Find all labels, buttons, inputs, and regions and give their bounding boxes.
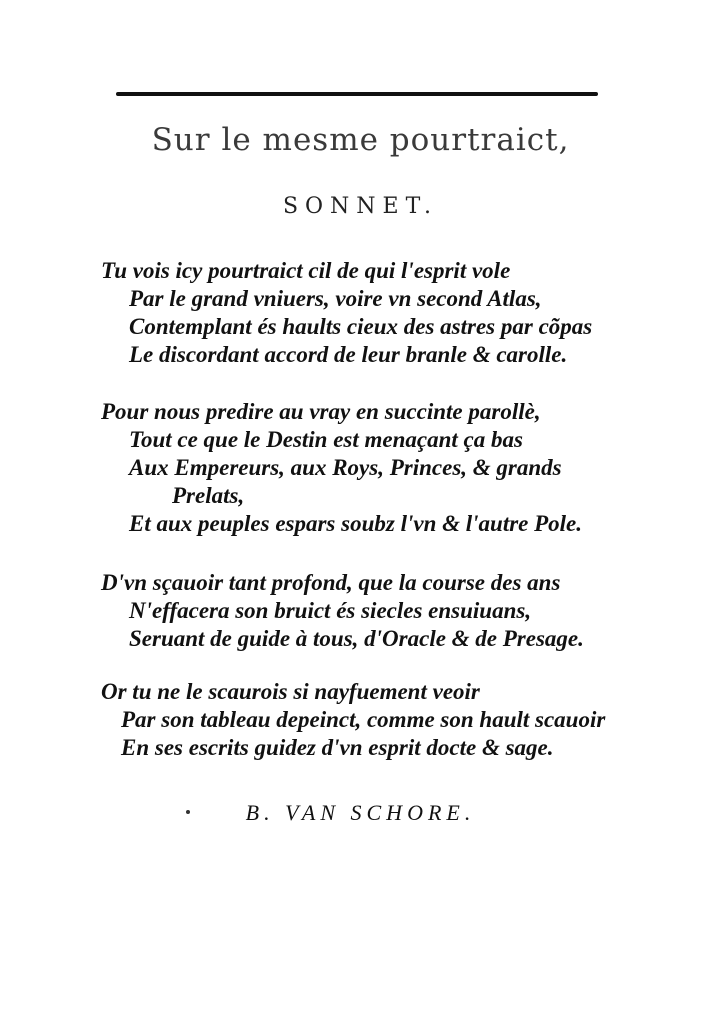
poem-line-3: Contemplant és haults cieux des astres par cõpas: [129, 314, 593, 339]
poem-line-7: Aux Empereurs, aux Roys, Princes, & grands: [129, 455, 562, 480]
author-signature: B. VAN SCHORE.: [245, 800, 476, 825]
poem-line-10: D'vn sçauoir tant profond, que la course des ans: [101, 570, 561, 595]
poem-line-5: Pour nous predire au vray en succinte parollè,: [101, 399, 541, 424]
poem-line-14: Par son tableau depeinct, comme son hault scauoir: [121, 707, 606, 732]
poem-line-15: En ses escrits guidez d'vn esprit docte & sage.: [121, 735, 554, 760]
poem-line-8: Prelats,: [172, 483, 245, 508]
page-subtitle: SONNET.: [282, 194, 439, 219]
poem-line-2: Par le grand vniuers, voire vn second Atlas,: [129, 286, 542, 311]
poem-line-6: Tout ce que le Destin est menaçant ça bas: [129, 427, 523, 452]
poem-line-1: Tu vois icy pourtraict cil de qui l'esprit vole: [101, 258, 511, 283]
page-title: Sur le mesme pourtraict,: [151, 122, 570, 158]
poem-line-9: Et aux peuples espars soubz l'vn & l'autre Pole.: [129, 511, 583, 536]
poem-line-12: Seruant de guide à tous, d'Oracle & de Presage.: [129, 626, 584, 651]
poem-line-11: N'effacera son bruict és siecles ensuiuans,: [129, 598, 532, 623]
poem-line-4: Le discordant accord de leur branle & carolle.: [129, 342, 568, 367]
poem-line-13: Or tu ne le scaurois si nayfuement veoir: [101, 679, 480, 704]
